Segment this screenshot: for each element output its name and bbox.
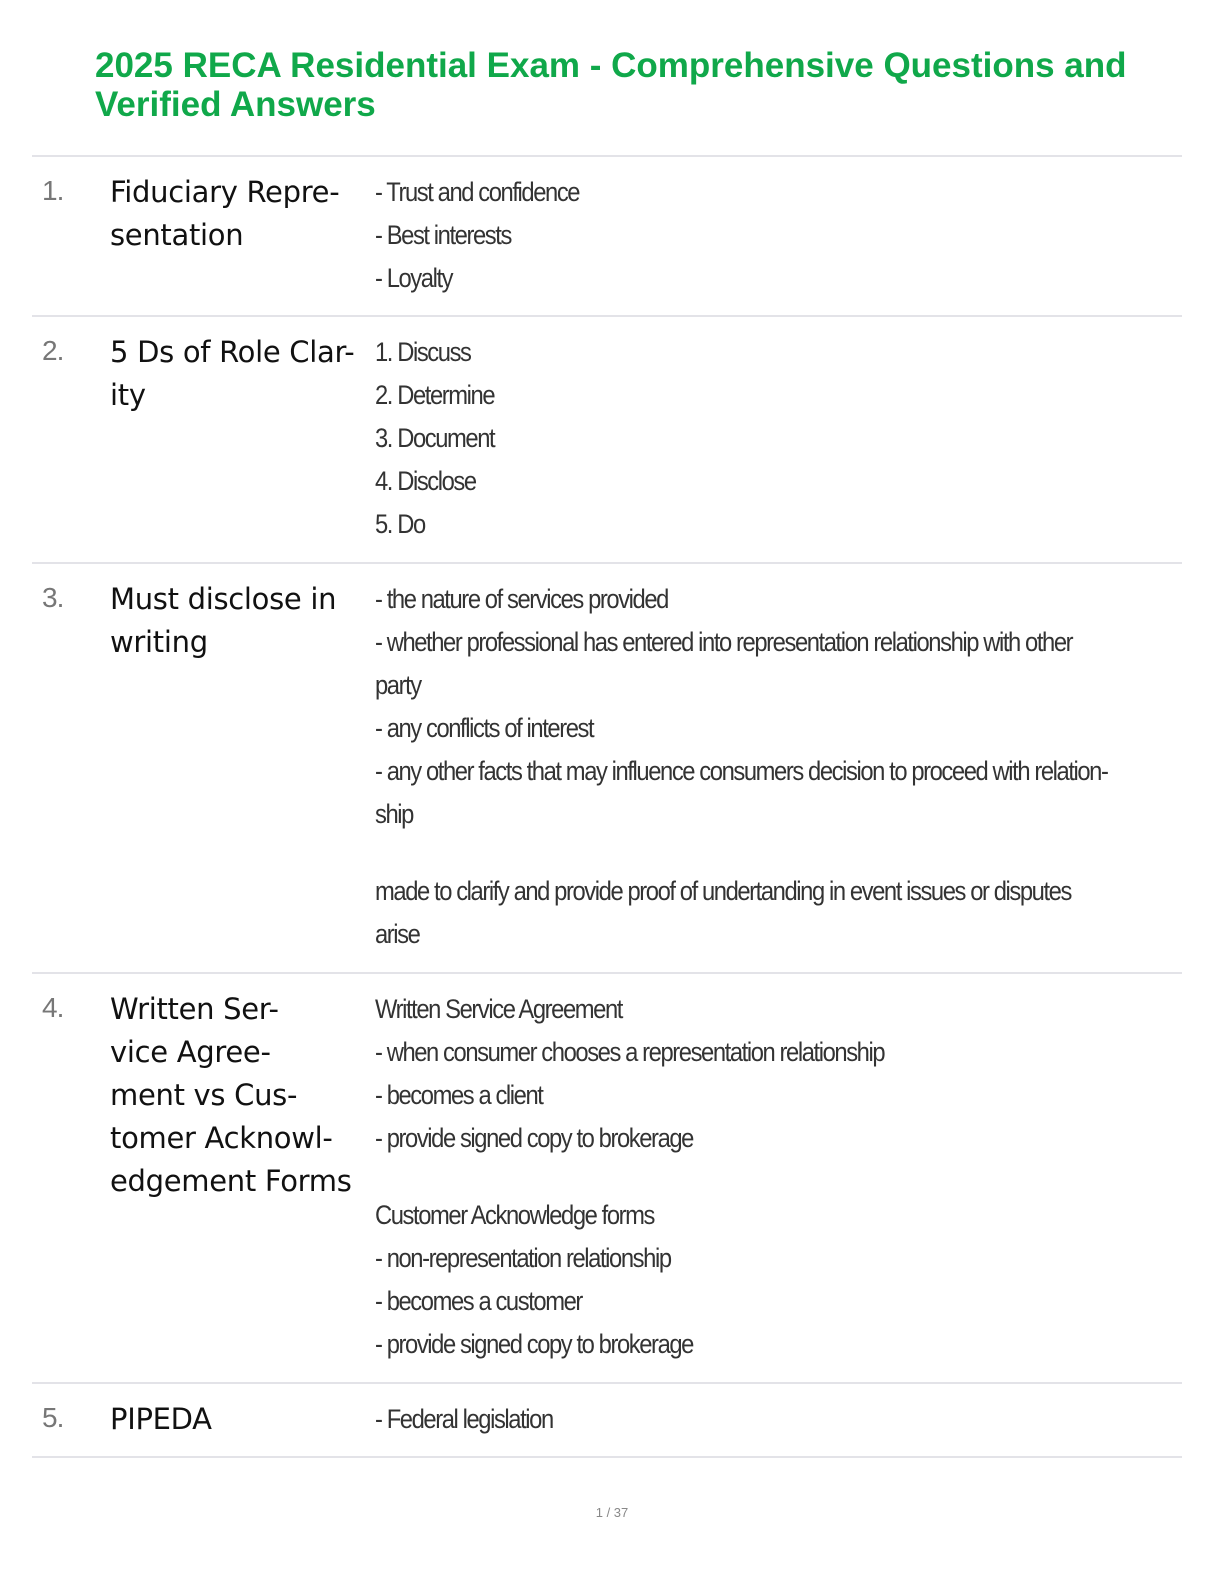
definition-line: - Loyalty [375, 263, 453, 293]
card-number: 1. [42, 175, 64, 206]
card-number: 5. [42, 1402, 64, 1433]
definition-line: party [375, 670, 421, 700]
card-row [32, 972, 1182, 1382]
card-term [110, 988, 375, 1382]
term-line: Written Ser- [110, 992, 279, 1026]
definition-line: - any conflicts of interest [375, 713, 594, 743]
card-row [32, 562, 1182, 972]
definition-line: - non-representation relationship [375, 1243, 671, 1273]
definition-line: - Federal legislation [375, 1404, 553, 1434]
definition-line: - provide signed copy to brokerage [375, 1123, 693, 1153]
definition-line: - when consumer chooses a representation relationship [375, 1037, 885, 1067]
term-line: sentation [110, 218, 244, 252]
card-number: 4. [42, 992, 64, 1023]
card-term [110, 331, 375, 562]
definition-line: - whether professional has entered into representation relationship with other [375, 627, 1073, 657]
term-line: 5 Ds of Role Clar- [110, 335, 355, 369]
definition-line: 5. Do [375, 509, 425, 539]
card-definition [375, 331, 1085, 562]
definition-line: - Best interests [375, 220, 511, 250]
definition-line: 1. Discuss [375, 337, 471, 367]
document-title: 2025 RECA Residential Exam - Comprehensive Questions and Verified Answers [95, 46, 1127, 124]
flashcard-table [32, 155, 1182, 1458]
card-row [32, 315, 1182, 562]
term-line: vice Agree- [110, 1035, 271, 1069]
card-term [110, 1398, 375, 1456]
definition-line: 2. Determine [375, 380, 495, 410]
card-number: 2. [42, 335, 64, 366]
term-line: tomer Acknowl- [110, 1121, 333, 1155]
definition-line: - becomes a customer [375, 1286, 582, 1316]
card-definition [375, 578, 1108, 972]
definition-line: - provide signed copy to brokerage [375, 1329, 693, 1359]
definition-line: Customer Acknowledge forms [375, 1200, 655, 1230]
card-number: 3. [42, 582, 64, 613]
term-line: edgement Forms [110, 1164, 352, 1198]
term-line: writing [110, 625, 208, 659]
definition-line: 4. Disclose [375, 466, 476, 496]
term-line: Must disclose in [110, 582, 337, 616]
definition-line: made to clarify and provide proof of undertanding in event issues or disputes [375, 876, 1071, 906]
paragraph-gap [375, 1160, 1085, 1194]
card-term [110, 578, 375, 972]
definition-line: 3. Document [375, 423, 495, 453]
definition-line: - becomes a client [375, 1080, 543, 1110]
card-row [32, 1382, 1182, 1458]
card-definition [375, 1398, 1085, 1456]
definition-line: - any other facts that may influence consumers decision to proceed with relation- [375, 756, 1108, 786]
card-row [32, 155, 1182, 315]
definition-line: arise [375, 919, 420, 949]
definition-line: - the nature of services provided [375, 584, 668, 614]
page-number: 1 / 37 [595, 1505, 629, 1520]
term-line: ment vs Cus- [110, 1078, 298, 1112]
card-term [110, 171, 375, 315]
definition-line: Written Service Agreement [375, 994, 622, 1024]
definition-line: ship [375, 799, 413, 829]
term-line: ity [110, 378, 146, 412]
term-line: Fiduciary Repre- [110, 175, 340, 209]
card-definition [375, 171, 1085, 315]
definition-line: - Trust and confidence [375, 177, 580, 207]
term-line: PIPEDA [110, 1402, 212, 1436]
paragraph-gap [375, 836, 1108, 870]
card-definition [375, 988, 1085, 1382]
